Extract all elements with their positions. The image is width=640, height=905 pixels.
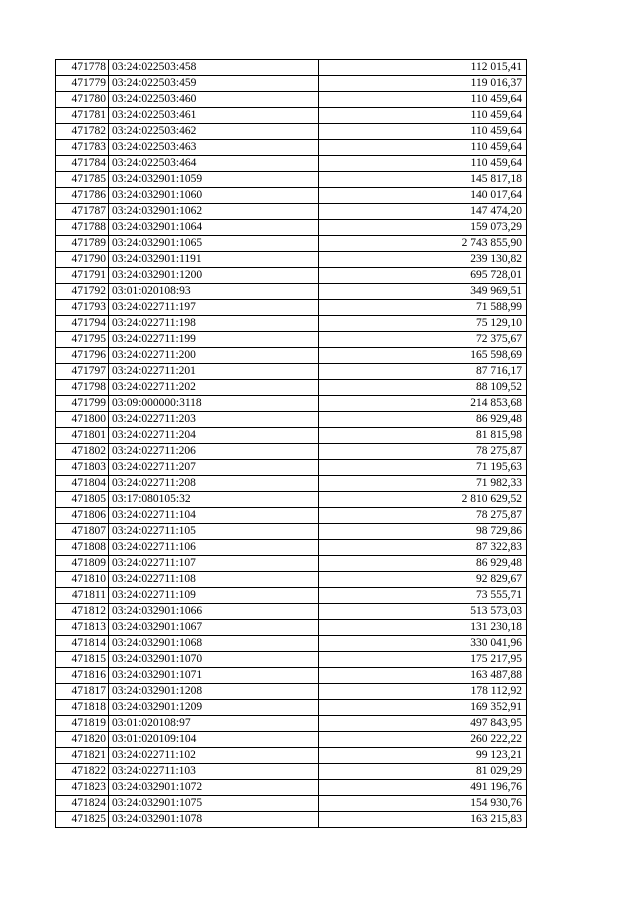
table-row [56,684,527,700]
table-row [56,124,527,140]
row-id-cell: 471822 [56,764,109,780]
value-cell: 71 982,33 [319,476,527,492]
table-row [56,300,527,316]
cadastral-number-cell: 03:24:032901:1200 [109,268,319,284]
value-cell: 131 230,18 [319,620,527,636]
row-id-cell: 471786 [56,188,109,204]
row-id-cell: 471820 [56,732,109,748]
row-id-cell: 471783 [56,140,109,156]
table-row [56,812,527,828]
value-cell: 140 017,64 [319,188,527,204]
table-row [56,700,527,716]
table-row [56,716,527,732]
table-row [56,220,527,236]
table-row [56,796,527,812]
value-cell: 73 555,71 [319,588,527,604]
row-id-cell: 471784 [56,156,109,172]
cadastral-number-cell: 03:24:022503:464 [109,156,319,172]
value-cell: 2 743 855,90 [319,236,527,252]
value-cell: 147 474,20 [319,204,527,220]
value-cell: 497 843,95 [319,716,527,732]
value-cell: 81 815,98 [319,428,527,444]
table-row [56,652,527,668]
cadastral-number-cell: 03:24:022711:107 [109,556,319,572]
cadastral-number-cell: 03:24:022503:460 [109,92,319,108]
row-id-cell: 471803 [56,460,109,476]
table-row [56,620,527,636]
value-cell: 71 195,63 [319,460,527,476]
value-cell: 110 459,64 [319,124,527,140]
table-row [56,540,527,556]
row-id-cell: 471819 [56,716,109,732]
value-cell: 112 015,41 [319,60,527,76]
row-id-cell: 471802 [56,444,109,460]
value-cell: 163 215,83 [319,812,527,828]
cadastral-number-cell: 03:24:032901:1065 [109,236,319,252]
cadastral-number-cell: 03:09:000000:3118 [109,396,319,412]
value-cell: 81 029,29 [319,764,527,780]
cadastral-number-cell: 03:24:032901:1078 [109,812,319,828]
table-row [56,668,527,684]
table-row [56,460,527,476]
cadastral-number-cell: 03:24:022711:109 [109,588,319,604]
row-id-cell: 471805 [56,492,109,508]
value-cell: 78 275,87 [319,444,527,460]
table-row [56,60,527,76]
table-row [56,636,527,652]
cadastral-number-cell: 03:24:032901:1191 [109,252,319,268]
row-id-cell: 471809 [56,556,109,572]
cadastral-number-cell: 03:24:022711:197 [109,300,319,316]
row-id-cell: 471807 [56,524,109,540]
cadastral-number-cell: 03:24:022503:459 [109,76,319,92]
value-cell: 119 016,37 [319,76,527,92]
cadastral-number-cell: 03:24:032901:1209 [109,700,319,716]
row-id-cell: 471778 [56,60,109,76]
row-id-cell: 471817 [56,684,109,700]
row-id-cell: 471787 [56,204,109,220]
table-row [56,252,527,268]
value-cell: 175 217,95 [319,652,527,668]
row-id-cell: 471816 [56,668,109,684]
cadastral-number-cell: 03:24:022711:204 [109,428,319,444]
row-id-cell: 471824 [56,796,109,812]
table-row [56,204,527,220]
row-id-cell: 471804 [56,476,109,492]
row-id-cell: 471781 [56,108,109,124]
cadastral-number-cell: 03:01:020108:97 [109,716,319,732]
row-id-cell: 471799 [56,396,109,412]
cadastral-number-cell: 03:24:032901:1070 [109,652,319,668]
row-id-cell: 471821 [56,748,109,764]
cadastral-number-cell: 03:24:032901:1067 [109,620,319,636]
row-id-cell: 471788 [56,220,109,236]
cadastral-number-cell: 03:24:022711:208 [109,476,319,492]
table-row [56,108,527,124]
table-row [56,764,527,780]
table-row [56,732,527,748]
table-row [56,412,527,428]
table-row [56,172,527,188]
table-row [56,92,527,108]
cadastral-number-cell: 03:24:032901:1060 [109,188,319,204]
row-id-cell: 471818 [56,700,109,716]
cadastral-number-cell: 03:24:022711:199 [109,332,319,348]
table-row [56,236,527,252]
value-cell: 163 487,88 [319,668,527,684]
row-id-cell: 471808 [56,540,109,556]
row-id-cell: 471793 [56,300,109,316]
value-cell: 169 352,91 [319,700,527,716]
row-id-cell: 471811 [56,588,109,604]
table-body [56,60,527,828]
table-row [56,188,527,204]
row-id-cell: 471806 [56,508,109,524]
row-id-cell: 471801 [56,428,109,444]
row-id-cell: 471789 [56,236,109,252]
value-cell: 145 817,18 [319,172,527,188]
cadastral-number-cell: 03:24:022711:206 [109,444,319,460]
table-row [56,140,527,156]
table-row [56,524,527,540]
cadastral-number-cell: 03:24:032901:1208 [109,684,319,700]
cadastral-number-cell: 03:24:022711:104 [109,508,319,524]
table-row [56,444,527,460]
row-id-cell: 471791 [56,268,109,284]
cadastral-number-cell: 03:24:022503:458 [109,60,319,76]
row-id-cell: 471812 [56,604,109,620]
cadastral-number-cell: 03:01:020109:104 [109,732,319,748]
table-row [56,396,527,412]
row-id-cell: 471798 [56,380,109,396]
value-cell: 214 853,68 [319,396,527,412]
table-row [56,316,527,332]
table-row [56,284,527,300]
cadastral-number-cell: 03:24:022503:463 [109,140,319,156]
row-id-cell: 471797 [56,364,109,380]
table-row [56,428,527,444]
cadastral-number-cell: 03:24:032901:1064 [109,220,319,236]
cadastral-number-cell: 03:24:032901:1059 [109,172,319,188]
value-cell: 330 041,96 [319,636,527,652]
table-row [56,332,527,348]
value-cell: 349 969,51 [319,284,527,300]
row-id-cell: 471810 [56,572,109,588]
table-row [56,380,527,396]
value-cell: 239 130,82 [319,252,527,268]
row-id-cell: 471825 [56,812,109,828]
value-cell: 86 929,48 [319,412,527,428]
value-cell: 87 322,83 [319,540,527,556]
value-cell: 78 275,87 [319,508,527,524]
cadastral-number-cell: 03:24:022711:203 [109,412,319,428]
value-cell: 165 598,69 [319,348,527,364]
cadastral-number-cell: 03:24:022711:200 [109,348,319,364]
value-cell: 2 810 629,52 [319,492,527,508]
row-id-cell: 471815 [56,652,109,668]
table-row [56,268,527,284]
value-cell: 695 728,01 [319,268,527,284]
table-row [56,780,527,796]
cadastral-number-cell: 03:24:032901:1075 [109,796,319,812]
row-id-cell: 471792 [56,284,109,300]
row-id-cell: 471790 [56,252,109,268]
cadastral-number-cell: 03:24:022711:201 [109,364,319,380]
value-cell: 110 459,64 [319,108,527,124]
value-cell: 110 459,64 [319,140,527,156]
value-cell: 75 129,10 [319,316,527,332]
value-cell: 154 930,76 [319,796,527,812]
row-id-cell: 471779 [56,76,109,92]
cadastral-number-cell: 03:24:022503:461 [109,108,319,124]
value-cell: 178 112,92 [319,684,527,700]
table-row [56,604,527,620]
table-row [56,748,527,764]
table-row [56,588,527,604]
table-row [56,476,527,492]
value-cell: 513 573,03 [319,604,527,620]
cadastral-number-cell: 03:24:022503:462 [109,124,319,140]
value-cell: 98 729,86 [319,524,527,540]
table-row [56,348,527,364]
row-id-cell: 471785 [56,172,109,188]
cadastral-number-cell: 03:24:032901:1068 [109,636,319,652]
cadastral-number-cell: 03:24:022711:105 [109,524,319,540]
cadastral-number-cell: 03:24:032901:1071 [109,668,319,684]
value-cell: 86 929,48 [319,556,527,572]
cadastral-number-cell: 03:24:022711:202 [109,380,319,396]
cadastral-number-cell: 03:17:080105:32 [109,492,319,508]
cadastral-number-cell: 03:24:032901:1066 [109,604,319,620]
value-cell: 72 375,67 [319,332,527,348]
value-cell: 99 123,21 [319,748,527,764]
table-row [56,76,527,92]
value-cell: 71 588,99 [319,300,527,316]
row-id-cell: 471782 [56,124,109,140]
value-cell: 87 716,17 [319,364,527,380]
value-cell: 491 196,76 [319,780,527,796]
value-cell: 260 222,22 [319,732,527,748]
value-cell: 159 073,29 [319,220,527,236]
row-id-cell: 471794 [56,316,109,332]
table-row [56,364,527,380]
table-row [56,556,527,572]
cadastral-number-cell: 03:24:022711:102 [109,748,319,764]
cadastral-number-cell: 03:01:020108:93 [109,284,319,300]
cadastral-number-cell: 03:24:022711:198 [109,316,319,332]
cadastral-number-cell: 03:24:022711:106 [109,540,319,556]
cadastral-number-cell: 03:24:022711:108 [109,572,319,588]
cadastral-number-cell: 03:24:032901:1062 [109,204,319,220]
cadastral-number-cell: 03:24:022711:103 [109,764,319,780]
value-cell: 110 459,64 [319,156,527,172]
table-row [56,492,527,508]
row-id-cell: 471814 [56,636,109,652]
cadastral-number-cell: 03:24:032901:1072 [109,780,319,796]
row-id-cell: 471823 [56,780,109,796]
cadastral-number-cell: 03:24:022711:207 [109,460,319,476]
value-cell: 110 459,64 [319,92,527,108]
value-cell: 92 829,67 [319,572,527,588]
value-cell: 88 109,52 [319,380,527,396]
table-row [56,508,527,524]
table-row [56,572,527,588]
row-id-cell: 471795 [56,332,109,348]
row-id-cell: 471813 [56,620,109,636]
row-id-cell: 471796 [56,348,109,364]
row-id-cell: 471800 [56,412,109,428]
cadastral-value-table [55,59,527,828]
row-id-cell: 471780 [56,92,109,108]
table-row [56,156,527,172]
